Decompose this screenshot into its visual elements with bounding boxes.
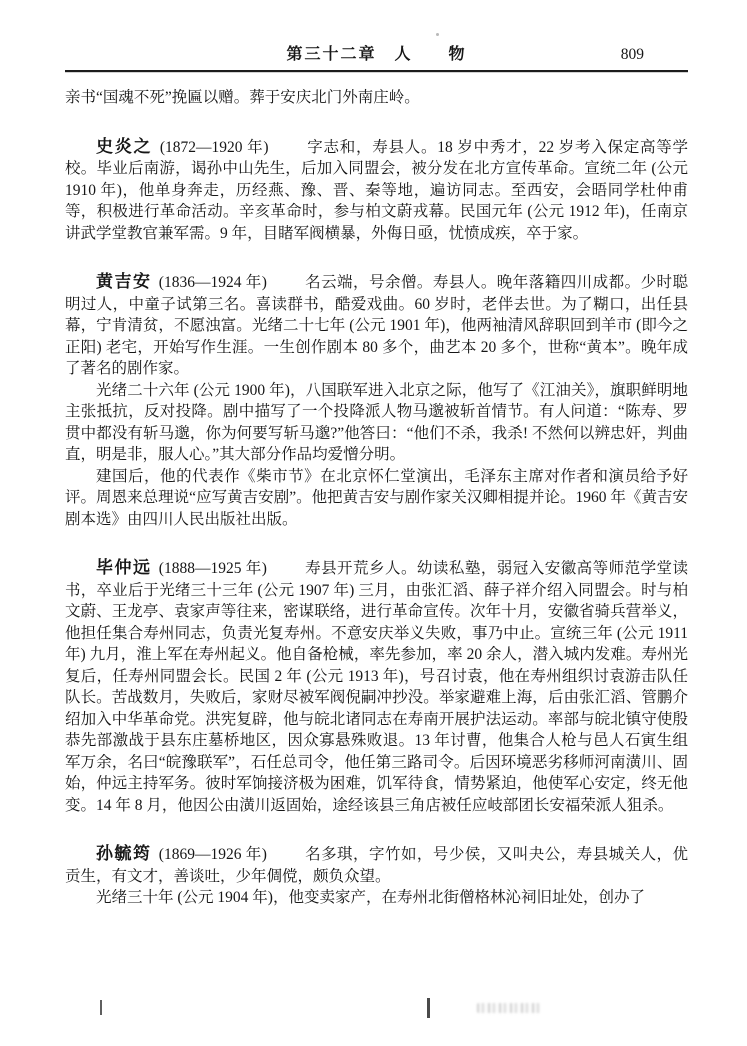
entry-huang-jian xyxy=(65,271,688,530)
life-years: (1836—1924 年) xyxy=(158,274,267,291)
biography-text: 名多琪，字竹如，号少侯，又叫夬公，寿县城关人，优贡生，有文才，善谈吐，少年倜傥，颇负众望。 xyxy=(65,846,689,885)
biography-text: 字志和，寿县人。18 岁中秀才，22 岁考入保定高等学校。毕业后南游，谒孙中山先生，后加入同盟会，被分发在北方宣传革命。宣统二年 (公元 1910 年)，他单身奔走，历经燕、豫、晋、秦等地，遍访同志。至西安，会晤同学杜仲甫等，积极进行革命活动。辛亥革命时，参与柏文蔚戎幕。民国元年 (公元 1912 年)，任南京讲武学堂教官兼军需。9 年，目睹军阀横暴，外侮日亟，忧愤成疾，卒于家。 xyxy=(65,138,688,242)
biography-paragraph: 光绪三十年 (公元 1904 年)，他变卖家产，在寿州北街僧格林沁祠旧址处，创办了 xyxy=(96,889,645,906)
life-years: (1869—1926 年) xyxy=(158,846,267,863)
entry-bi-zhongyuan xyxy=(65,557,688,816)
header-rule xyxy=(65,70,688,72)
page-number: 809 xyxy=(620,46,644,63)
entry-sun-yujun xyxy=(65,843,688,909)
biography-text: 名云端，号余僧。寿县人。晚年落籍四川成都。少时聪明过人，中童子试第三名。喜读群书，酷爱戏曲。60 岁时，老伴去世。为了糊口，出任县幕，宁肯清贫，不愿浊富。光绪二十七年 (公元 1901 年)，他两袖清风辞职回到羊市 (即今之正阳) 老宅，开始写作生涯。一生创作剧本 80 多个，曲艺本 20 多个，世称“黄本”。晚年成了著名的剧作家。 xyxy=(65,274,689,377)
person-name: 史炎之 xyxy=(96,136,153,156)
entry-shi-yanzhi xyxy=(65,136,688,245)
entry-first-paragraph xyxy=(65,136,688,245)
scan-tick-artifact xyxy=(100,1000,102,1015)
header-row xyxy=(65,0,688,66)
person-name: 黄吉安 xyxy=(96,272,152,291)
biography-text: 寿县开荒乡人。幼读私塾，弱冠入安徽高等师范学堂读书，卒业后于光绪三十三年 (公元 1907 年) 三月，由张汇滔、薛子祥介绍入同盟会。时与柏文蔚、王龙亭、袁家声等往来，密谋联络，进行革命宣传。次年十月，安徽省骑兵营举义，他担任集合寿州同志，负责光复寿州。不意安庆举义失败，事乃中止。宣统三年 (公元 1911 年) 九月，淮上军在寿州起义。他自备枪械，率先参加，率 20 余人，潜入城内发难。寿州光复后，任寿州同盟会长。民国 2 年 (公元 1913 年)，号召讨袁，他在寿州组织讨袁游击队任队长。苦战数月，失败后，家财尽被军阀倪嗣冲抄没。举家避难上海，后由张汇滔、管鹏介绍加入中华革命党。洪宪复辟，他与皖北诸同志在寿南开展护法运动。率部与皖北镇守使殷恭先部激战于县东庄墓桥地区，因众寡悬殊败退。13 年讨曹，他集合人枪与邑人石寅生组军万余，名曰“皖豫联军”，石任总司令，他任第三路司令。后因环境恶劣移师河南潢川、固始，仲远主持军务。彼时军饷接济极为困难，饥军待食，情势紧迫，他使军心安定，终无他变。14 年 8 月，他因公由潢川返固始，途经该县三角店被任应岐部团长安福荣派人狙杀。 xyxy=(65,560,689,814)
text-column xyxy=(65,0,688,909)
person-name: 孙毓筠 xyxy=(96,844,152,863)
life-years: (1888—1925 年) xyxy=(158,560,267,577)
life-years: (1872—1920 年) xyxy=(159,138,269,156)
biography-paragraph: 光绪二十六年 (公元 1900 年)，八国联军进入北京之际，他写了《江油关》，旗职鲜明地主张抵抗，反对投降。剧中描写了一个投降派人物马邈被斩首情节。有人问道：“陈寿、罗贯中都没有斩马邈，你为何要写斩马邈?”他答曰：“他们不杀，我杀! 不然何以辨忠奸，判曲直，明是非，服人心。”其大部分作品均爱憎分明。 xyxy=(65,381,688,463)
biography-paragraph: 建国后，他的代表作《柴市节》在北京怀仁堂演出，毛泽东主席对作者和演员给予好评。周恩来总理说“应写黄吉安剧”。他把黄吉安与剧作家关汉卿相提并论。1960 年《黄吉安剧本选》由四川人民出版社出版。 xyxy=(65,467,688,528)
entry-first-paragraph xyxy=(65,557,688,816)
entry-first-paragraph xyxy=(65,271,688,380)
entry-first-paragraph xyxy=(65,843,688,887)
person-name: 毕仲远 xyxy=(96,558,152,577)
scan-speck-artifact xyxy=(436,33,439,36)
chapter-title: 第三十二章 人 物 xyxy=(286,46,467,63)
scan-tick-artifact xyxy=(427,998,430,1018)
page-header xyxy=(65,0,688,72)
scan-smudge-artifact xyxy=(477,1003,541,1013)
carryover-line: 亲书“国魂不死”挽匾以赠。葬于安庆北门外南庄岭。 xyxy=(65,89,420,106)
